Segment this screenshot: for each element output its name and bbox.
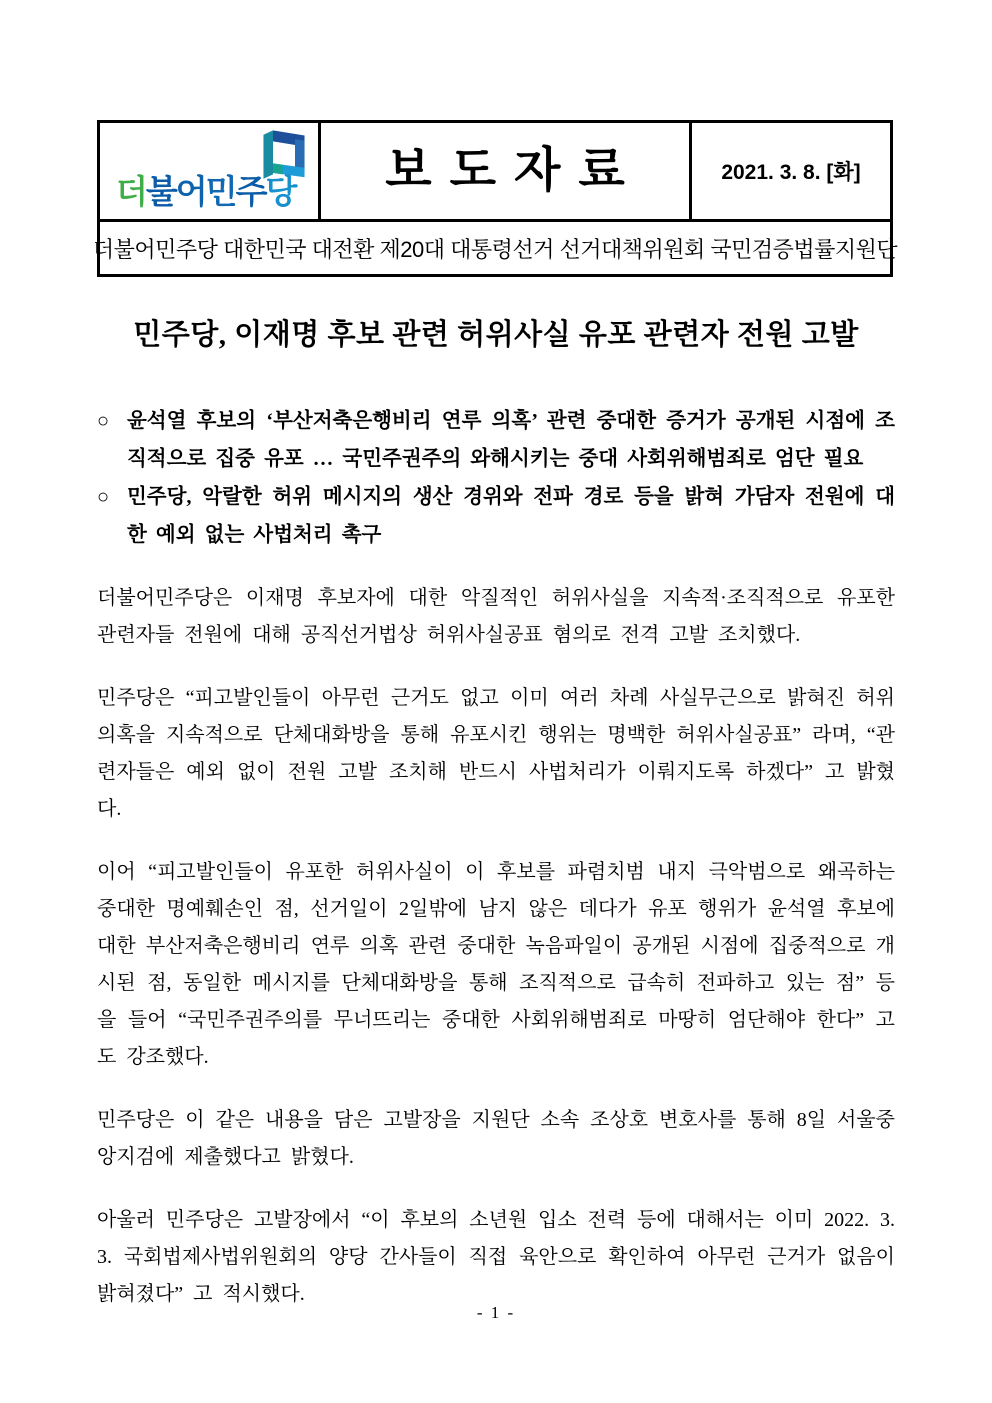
summary-bullet [97,402,895,478]
circle-bullet-icon: ○ [97,410,110,432]
document-title: 민주당, 이재명 후보 관련 허위사실 유포 관련자 전원 고발 [133,319,859,351]
page-number: - 1 - [476,1303,516,1322]
wordmark-char: 어 [175,173,206,210]
circle-bullet-icon: ○ [97,486,110,508]
header-table [92,120,898,277]
party-logo-cell [100,123,321,219]
summary-bullets [97,402,895,554]
header-row-top [100,123,890,222]
body-paragraph: 아울러 민주당은 고발장에서 “이 후보의 소년원 입소 전력 등에 대해서는 이미 2022. 3. 3. 국회법제사법위원회의 양당 간사들이 직접 육안으로 확인하여 아무런 근거가 없음이 밝혀졌다” 고 적시했다. [97,1209,895,1305]
document-body [97,402,895,1313]
body-paragraph: 더불어민주당은 이재명 후보자에 대한 악질적인 허위사실을 지속적·조직적으로 유포한 관련자들 전원에 대해 공직선거법상 허위사실공표 혐의로 전격 고발 조치했다. [97,587,895,646]
doc-type-cell [321,123,692,219]
body-paragraph: 민주당은 “피고발인들이 아무런 근거도 없고 이미 여러 차례 사실무근으로 밝혀진 허위 의혹을 지속적으로 단체대화방을 통해 유포시킨 행위는 명백한 허위사실공표” 라며, “관련자들은 예외 없이 전원 고발 조치해 반드시 사법처리가 이뤄지도록 하겠다” 고 밝혔다. [97,687,895,820]
wordmark-char: 당 [265,173,296,210]
wordmark-char: 주 [235,173,266,210]
date-cell [692,123,890,219]
bullet-text: 윤석열 후보의 ‘부산저축은행비리 연루 의혹’ 관련 중대한 증거가 공개된 시점에 조직적으로 집중 유포 … 국민주권주의 와해시키는 중대 사회위해범죄로 엄단 필요 [127,410,895,470]
release-date: 2021. 3. 8. [화] [721,161,861,184]
wordmark-char: 민 [205,173,236,210]
party-wordmark [116,175,295,208]
bullet-text: 민주당, 악랄한 허위 메시지의 생산 경위와 전파 경로 등을 밝혀 가담자 전원에 대한 예외 없는 사법처리 촉구 [127,486,895,546]
party-logo [116,132,302,210]
wordmark-char: 불 [145,173,176,210]
header-row-subtitle [92,222,898,274]
summary-bullet [97,478,895,554]
issuing-org-subtitle: 더불어민주당 대한민국 대전환 제20대 대통령선거 선거대책위원회 국민검증법률지원단 [92,236,898,262]
wordmark-char: 더 [116,173,146,210]
body-paragraph: 민주당은 이 같은 내용을 담은 고발장을 지원단 소속 조상호 변호사를 통해 8일 서울중앙지검에 제출했다고 밝혔다. [97,1109,895,1168]
doc-type-label: 보도자료 [385,144,643,197]
body-paragraph: 이어 “피고발인들이 유포한 허위사실이 이 후보를 파렴치범 내지 극악범으로 왜곡하는 중대한 명예훼손인 점, 선거일이 2일밖에 남지 않은 데다가 유포 행위가 윤석열 후보에 대한 부산저축은행비리 연루 의혹 관련 중대한 녹음파일이 공개된 시점에 집중적으로 개시된 점, 동일한 메시지를 단체대화방을 통해 조직적으로 급속히 전파하고 있는 점” 등을 들어 “국민주권주의를 무너뜨리는 중대한 사회위해범죄로 마땅히 엄단해야 한다” 고도 강조했다. [97,861,896,1068]
